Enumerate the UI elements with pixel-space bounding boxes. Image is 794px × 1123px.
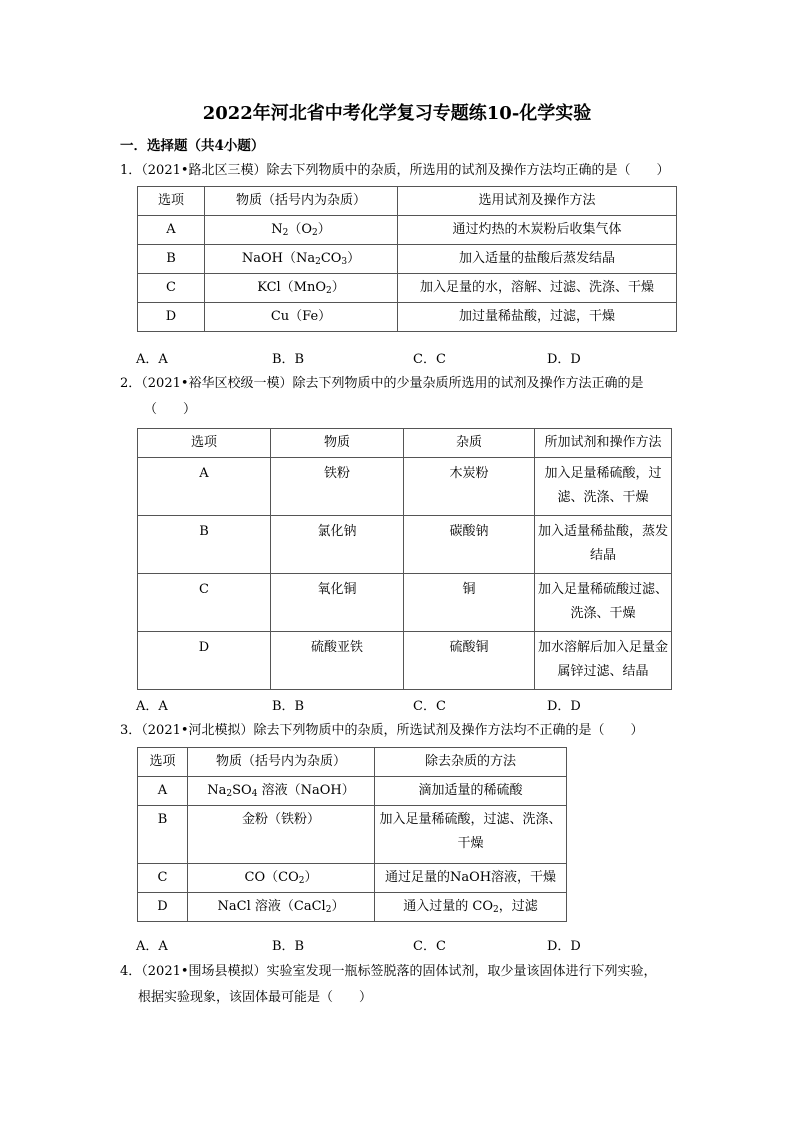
question-2-options bbox=[136, 695, 676, 714]
table-header-row bbox=[138, 187, 677, 216]
page-title: 2022年河北省中考化学复习专题练10-化学实验 bbox=[202, 103, 592, 124]
option-d[interactable]: D．D bbox=[547, 352, 581, 367]
table-cell: 加过量稀盐酸，过滤，干燥 bbox=[398, 303, 677, 332]
option-a[interactable]: A．A bbox=[136, 699, 168, 714]
table-cell: A bbox=[138, 458, 271, 516]
table-cell: 加入足量稀硫酸，过滤、洗涤、干燥 bbox=[375, 806, 567, 864]
table-cell: D bbox=[138, 632, 271, 690]
table-cell: 铜 bbox=[404, 574, 535, 632]
table-cell: C bbox=[138, 574, 271, 632]
option-c[interactable]: C．C bbox=[413, 939, 446, 954]
table-row bbox=[138, 893, 567, 922]
question-1-table bbox=[137, 186, 677, 332]
table-row bbox=[138, 303, 677, 332]
table-cell: 通入过量的 $CO_2$，过滤 bbox=[375, 893, 567, 922]
table-cell: C bbox=[138, 864, 188, 893]
table-row bbox=[138, 574, 672, 632]
question-3-table bbox=[137, 747, 567, 922]
table-header-cell: 物质 bbox=[271, 429, 404, 458]
table-header-cell: 选项 bbox=[138, 187, 205, 216]
section-heading: 一．选择题（共4小题） bbox=[120, 138, 265, 154]
table-cell: $Na_2SO_4$ 溶液（NaOH） bbox=[188, 777, 375, 806]
table-cell: $NaOH(Na_2CO_3)$ bbox=[205, 245, 398, 274]
table-cell: 碳酸钠 bbox=[404, 516, 535, 574]
table-header-row bbox=[138, 429, 672, 458]
table-cell: 通过灼热的木炭粉后收集气体 bbox=[398, 216, 677, 245]
table-cell: NaCl 溶液（CaCl$_2$） bbox=[188, 893, 375, 922]
table-cell: 氯化钠 bbox=[271, 516, 404, 574]
table-cell: 硫酸亚铁 bbox=[271, 632, 404, 690]
option-c[interactable]: C．C bbox=[413, 699, 446, 714]
table-row bbox=[138, 632, 672, 690]
question-4-stem-line2: 根据实验现象，该固体最可能是（ ） bbox=[138, 990, 373, 1005]
question-3-stem: 3．（2021•河北模拟）除去下列物质中的杂质，所选试剂及操作方法均不正确的是（ ） bbox=[120, 723, 644, 738]
table-cell: 加入足量稀硫酸，过滤、洗涤、干燥 bbox=[535, 458, 672, 516]
table-row bbox=[138, 245, 677, 274]
table-header-row bbox=[138, 748, 567, 777]
table-cell: $CO(CO_2)$ bbox=[188, 864, 375, 893]
question-4-stem-line1: 4．（2021•围场县模拟）实验室发现一瓶标签脱落的固体试剂，取少量该固体进行下列实验， bbox=[120, 964, 657, 979]
question-3-options bbox=[136, 935, 676, 954]
table-cell: 氧化铜 bbox=[271, 574, 404, 632]
table-header-cell: 选项 bbox=[138, 748, 188, 777]
table-row bbox=[138, 777, 567, 806]
table-header-cell: 选用试剂及操作方法 bbox=[398, 187, 677, 216]
option-b[interactable]: B．B bbox=[272, 939, 305, 954]
table-header-cell: 杂质 bbox=[404, 429, 535, 458]
table-row bbox=[138, 274, 677, 303]
table-cell: 铁粉 bbox=[271, 458, 404, 516]
table-cell: 滴加适量的稀硫酸 bbox=[375, 777, 567, 806]
question-1-options bbox=[136, 348, 676, 367]
option-b[interactable]: B．B bbox=[272, 352, 305, 367]
table-cell: D bbox=[138, 893, 188, 922]
table-row bbox=[138, 216, 677, 245]
table-cell: C bbox=[138, 274, 205, 303]
table-row bbox=[138, 806, 567, 864]
table-header-cell: 除去杂质的方法 bbox=[375, 748, 567, 777]
table-row bbox=[138, 516, 672, 574]
option-b[interactable]: B．B bbox=[272, 699, 305, 714]
table-header-cell: 物质（括号内为杂质） bbox=[188, 748, 375, 777]
table-cell: 加入足量的水，溶解、过滤、洗涤、干燥 bbox=[398, 274, 677, 303]
table-cell: 通过足量的NaOH溶液，干燥 bbox=[375, 864, 567, 893]
question-1-stem: 1．（2021•路北区三模）除去下列物质中的杂质，所选用的试剂及操作方法均正确的是（ ） bbox=[120, 163, 670, 178]
option-d[interactable]: D．D bbox=[547, 939, 581, 954]
table-cell: 木炭粉 bbox=[404, 458, 535, 516]
table-cell: A bbox=[138, 216, 205, 245]
table-cell: D bbox=[138, 303, 205, 332]
table-cell: B bbox=[138, 516, 271, 574]
table-cell: 加入足量稀硫酸过滤、洗涤、干燥 bbox=[535, 574, 672, 632]
table-cell: 硫酸铜 bbox=[404, 632, 535, 690]
table-header-cell: 所加试剂和操作方法 bbox=[535, 429, 672, 458]
table-header-cell: 选项 bbox=[138, 429, 271, 458]
table-row bbox=[138, 864, 567, 893]
option-a[interactable]: A．A bbox=[136, 352, 168, 367]
question-2-stem-line1: 2．（2021•裕华区校级一模）除去下列物质中的少量杂质所选用的试剂及操作方法正确的是 bbox=[120, 376, 644, 391]
table-row bbox=[138, 458, 672, 516]
table-cell: B bbox=[138, 806, 188, 864]
table-cell: $N_2(O_2)$ bbox=[205, 216, 398, 245]
table-cell: 加入适量的盐酸后蒸发结晶 bbox=[398, 245, 677, 274]
question-2-stem-line2: （ ） bbox=[144, 402, 197, 417]
table-cell: 加入适量稀盐酸，蒸发结晶 bbox=[535, 516, 672, 574]
table-cell: 加水溶解后加入足量金属锌过滤、结晶 bbox=[535, 632, 672, 690]
table-cell: A bbox=[138, 777, 188, 806]
question-2-stem bbox=[120, 371, 676, 423]
question-2-table bbox=[137, 428, 672, 690]
table-cell: Cu（Fe） bbox=[205, 303, 398, 332]
option-c[interactable]: C．C bbox=[413, 352, 446, 367]
table-header-cell: 物质（括号内为杂质） bbox=[205, 187, 398, 216]
table-cell: KCl（MnO$_2$） bbox=[205, 274, 398, 303]
table-cell: B bbox=[138, 245, 205, 274]
question-4-stem bbox=[120, 959, 676, 1011]
option-d[interactable]: D．D bbox=[547, 699, 581, 714]
table-cell: 金粉（铁粉） bbox=[188, 806, 375, 864]
option-a[interactable]: A．A bbox=[136, 939, 168, 954]
